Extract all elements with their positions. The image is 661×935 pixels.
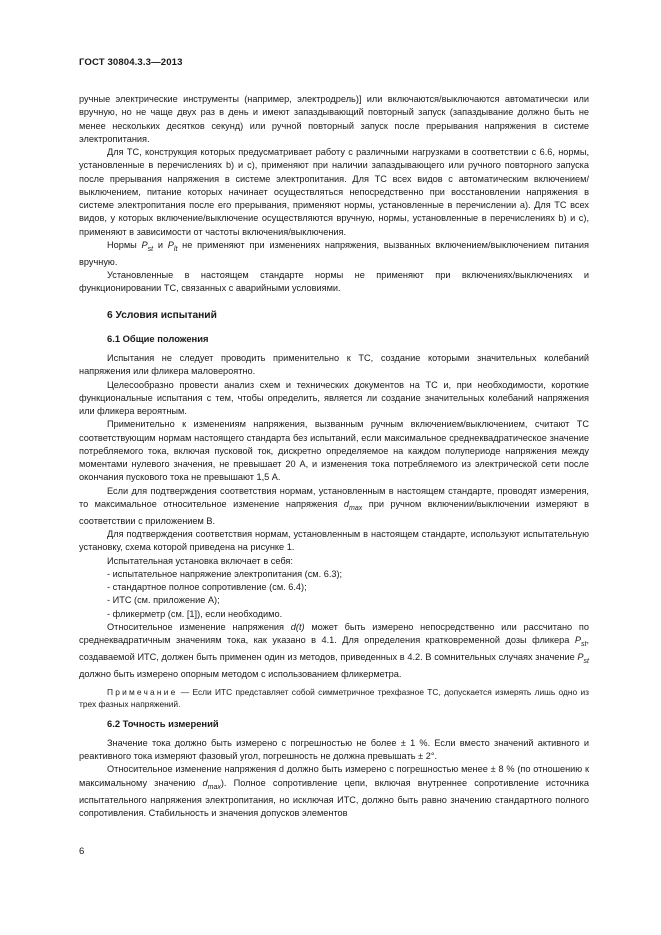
page-number: 6 xyxy=(79,846,85,857)
list-item: - фликерметр (см. [1]), если необходимо. xyxy=(107,608,283,619)
paragraph-relative-change: Относительное изменение напряжения d(t) может быть измерено непосредственно или рассчитано по среднеквадратичным значениям тока, как указано в 4.1. Для определения кратковременной дозы фликера $P_{st}$, создаваемой ИТС, должен быть применен один из методов, приведенных в 4.2. В сомнительных случаях значение $P_{st}$ должно быть измерено опорным методом с использованием фликерметра. xyxy=(79,621,589,680)
paragraph-current-accuracy: Значение тока должно быть измерено с погрешностью не более ± 1 %. Если вместо значений активного и реактивного тока измеряют фазовый угол, погрешность не должна превышать ± 2°. xyxy=(79,737,589,762)
paragraph-dmax: Если для подтверждения соответствия нормам, установленным в настоящем стандарте, проводят измерения, то максимальное относительное изменение напряжения $d_{max}$ при ручном включении/выключении измеряют в соответствии с приложением В. xyxy=(79,485,589,526)
note: Примечание — Если ИТС представляет собой симметричное трехфазное ТС, допускается измерять лишь одно из трех фазных напряжений. xyxy=(79,686,589,709)
subsection-heading-6-2: 6.2 Точность измерений xyxy=(107,717,219,729)
page-header: ГОСТ 30804.3.3—2013 xyxy=(79,57,183,68)
paragraph-continuation: ручные электрические инструменты (например, электродрель)] или включаются/выключаются автоматически или вручную, но не чаще двух раз в день и имеют запаздывающий повторный запуск (запаздывание должно быть не менее нескольких десятков секунд) или ручной повторный запуск после прерывания напряжения в системе электропитания. xyxy=(79,94,589,144)
note-label: Примечание xyxy=(107,686,178,697)
list-item: - испытательное напряжение электропитания (см. 6.3); xyxy=(107,568,343,579)
paragraph-test-setup: Для подтверждения соответствия нормам, установленным в настоящем стандарте, используют испытательную установку, схема которой приведена на рисунке 1. xyxy=(79,529,589,553)
paragraph-emergency: Установленные в настоящем стандарте нормы не применяют при включениях/выключениях и функционировании ТС, связанных с аварийными условиями. xyxy=(79,270,589,294)
list-item: - стандартное полное сопротивление (см. 6.4); xyxy=(107,582,307,593)
paragraph-manual-switching: Применительно к изменениям напряжения, вызванным ручным включением/выключением, считают ТС соответствующим нормам настоящего стандарта без испытаний, если максимальное среднеквадратическое значение потребляемого тока, включая пусковой ток, дискретно определяемое на каждом полупериоде напряжения между моментами нулевого значения, не превышает 20 А, и изменения тока потребляемого из электрической сети после окончания пускового тока не превышают 1,5 А. xyxy=(79,419,589,483)
paragraph-load-variants: Для ТС, конструкция которых предусматривает работу с различными нагрузками в соответствии с 6.6, нормы, установленные в перечислениях b) и с), применяют при наличии запаздывающего или ручного повторного запуска после прерывания напряжения в системе электропитания. Для ТС всех видов с автоматическим включением/выключением, питание которых начинает осуществляться непосредственно при восстановлении напряжения в системе электропитания после его прерывания, применяют нормы, установленные в перечислении а). Для ТС всех видов, у которых включение/выключение осуществляются вручную, нормы, установленные в перечислениях b) и c), применяют в зависимости от частоты включения/выключения. xyxy=(79,147,589,237)
subsection-heading-6-1: 6.1 Общие положения xyxy=(107,332,209,344)
list-item: - ИТС (см. приложение А); xyxy=(107,595,220,606)
section-heading-6: 6 Условия испытаний xyxy=(107,309,217,321)
paragraph-pst-plt: Нормы $P_{st}$ и $P_{lt}$ не применяют при изменениях напряжения, вызванных включением/выключением питания вручную. xyxy=(79,239,589,267)
paragraph-analysis: Целесообразно провести анализ схем и технических документов на ТС и, при необходимости, короткие функциональные испытания с тем, чтобы определить, является ли создание значительных колебаний напряжения или фликера вероятным. xyxy=(79,379,589,417)
document-body xyxy=(79,93,589,820)
paragraph-voltage-accuracy: Относительное изменение напряжения d должно быть измерено с погрешностью менее ± 8 % (по отношению к максимальному значению $d_{max}$). Полное сопротивление цепи, включая внутреннее сопротивление источника испытательного напряжения электропитания, но исключая ИТС, должно быть равно значению стандартного полного сопротивления. Стабильность и значения допусков элементов xyxy=(79,764,589,818)
paragraph-no-tests: Испытания не следует проводить применительно к ТС, создание которыми значительных колебаний напряжения или фликера маловероятно. xyxy=(79,353,589,377)
paragraph-setup-includes: Испытательная установка включает в себя: xyxy=(107,555,293,566)
